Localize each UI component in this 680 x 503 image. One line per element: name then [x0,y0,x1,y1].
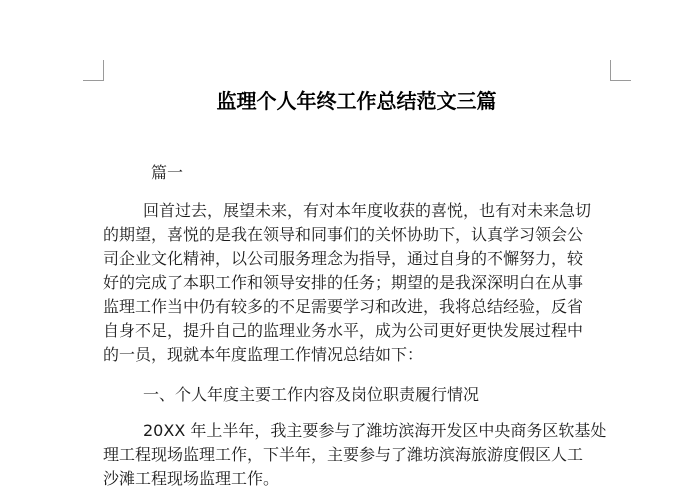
margin-corner-mark-right [610,60,631,81]
paragraph-line: 回首过去，展望未来，有对本年度收获的喜悦，也有对未来急切 [143,201,592,220]
section-heading: 一、个人年度主要工作内容及岗位职责履行情况 [143,385,480,404]
paragraph-1 [103,199,591,367]
paragraph-line: 沙滩工程现场监理工作。 [103,469,280,488]
paragraph-line: 监理工作当中仍有较多的不足需要学习和改进，我将总结经验，反省 [103,297,584,316]
paragraph-line: 的一员，现就本年度监理工作情况总结如下： [103,345,424,364]
paragraph-line: 理工程现场监理工作，下半年，主要参与了潍坊滨海旅游度假区人工 [103,445,584,464]
paragraph-2 [103,419,606,491]
paragraph-line: 司企业文化精神，以公司服务理念为指导，通过自身的不懈努力，较 [103,249,584,268]
margin-corner-mark-left [83,60,104,81]
paragraph-line: 20XX 年上半年，我主要参与了潍坊滨海开发区中央商务区软基处 [143,421,607,440]
paragraph-line: 自身不足，提升自己的监理业务水平，成为公司更好更快发展过程中 [103,321,584,340]
section-label: 篇一 [151,163,184,182]
document-title: 监理个人年终工作总结范文三篇 [216,89,497,113]
paragraph-line: 好的完成了本职工作和领导安排的任务；期望的是我深深明白在从事 [103,273,584,292]
paragraph-line: 的期望，喜悦的是我在领导和同事们的关怀协助下，认真学习领会公 [103,225,584,244]
